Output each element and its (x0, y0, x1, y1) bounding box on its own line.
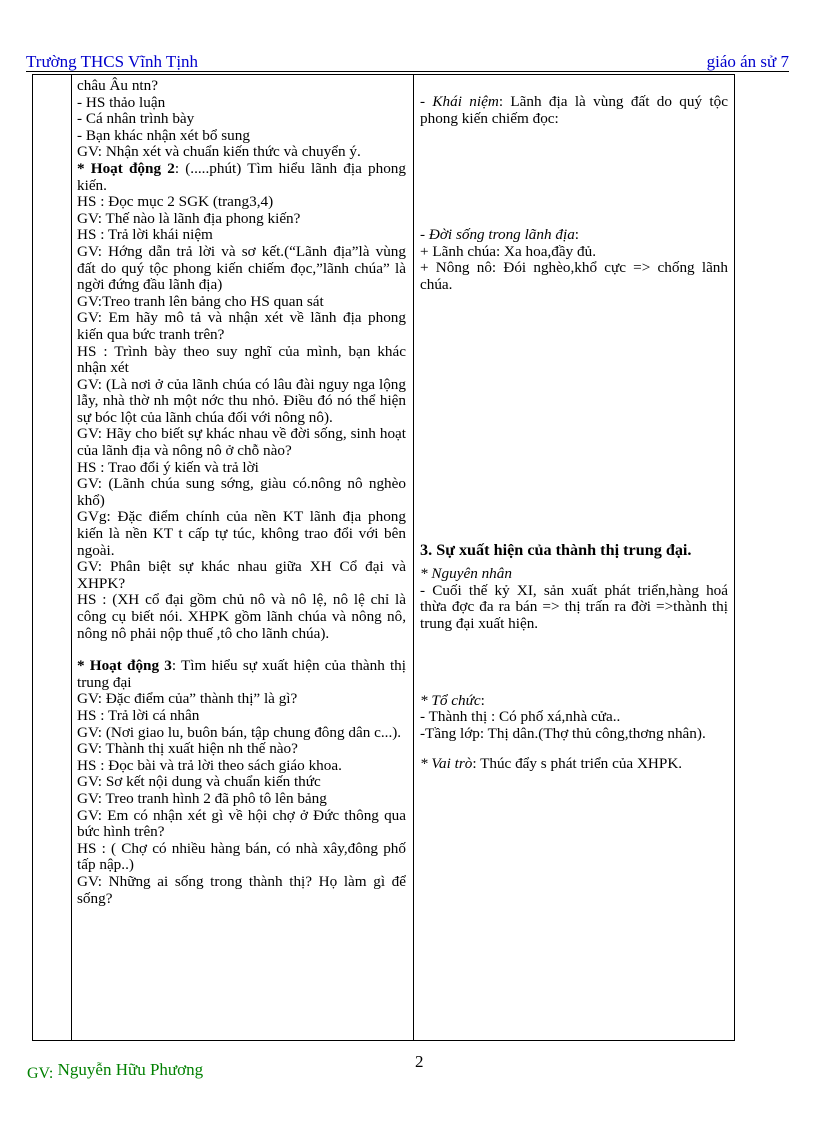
activity-text: - Cá nhân trình bày (77, 110, 195, 128)
activity-line (77, 377, 406, 427)
page-header (26, 52, 789, 72)
activity-line (77, 95, 406, 112)
activity-text: GV: Những ai sống trong thành thị? Họ làm gì để sống? (77, 872, 406, 907)
life-lord: + Lãnh chúa: Xa hoa,đầy đủ. (420, 242, 596, 260)
activity-line (77, 476, 406, 509)
activity-text: HS : Trao đổi ý kiến và trả lời (77, 458, 259, 476)
activity-line (77, 841, 406, 874)
activity-line (77, 294, 406, 311)
concept-label: - Khái niệm (420, 93, 499, 110)
activity-line (77, 874, 406, 907)
concept-paragraph (420, 94, 728, 127)
school-name: Trường THCS Vĩnh Tịnh (26, 52, 199, 71)
document-title: giáo án sử 7 (706, 52, 789, 71)
activity-text: GV: Em có nhận xét gì về hội chợ ở Đức thông qua bức hình trên? (77, 806, 406, 841)
activity-text: HS : (XH cổ đại gồm chủ nô và nô lệ, nô lệ chỉ là công cụ biết nói. XHPK gồm lãnh chúa và nông nô, nông nô phải nộp thuế ,tô cho lãnh chúa). (77, 591, 406, 642)
org-heading: * Tổ chức: (420, 691, 485, 709)
activity-text: GV: (Nơi giao lu, buôn bán, tập chung đông dân c...). (77, 723, 402, 741)
activity-line (77, 244, 406, 294)
activity-text: HS : Trình bày theo suy nghĩ của mình, bạn khác nhận xét (77, 342, 406, 377)
activity-line (77, 509, 406, 559)
activity-text: HS : Trả lời cá nhân (77, 706, 200, 724)
column-divider (71, 75, 72, 1040)
activity-text: HS : Đọc bài và trả lời theo sách giáo khoa. (77, 756, 342, 774)
activity-line (77, 426, 406, 459)
activity-text: - HS thảo luận (77, 93, 166, 111)
activity-line (77, 344, 406, 377)
header-rule (26, 71, 789, 72)
activity-text: GV: Phân biệt sự khác nhau giữa XH Cổ đại và XHPK? (77, 558, 406, 592)
activity-heading (77, 658, 406, 691)
org-item: - Thành thị : Có phố xá,nhà cửa.. (420, 708, 621, 726)
activity-line (77, 128, 406, 145)
activity-text: GVg: Đặc điểm chính của nền KT lãnh địa phong kiến là nền KT t cấp tự túc, không trao đổi với bên ngoài. (77, 508, 406, 559)
activity-text: GV: Hãy cho biết sự khác nhau về đời sống, sinh hoạt của lãnh địa và nông nô ở chỗ nào? (77, 425, 406, 460)
activity-line (77, 741, 406, 758)
activity-line (77, 791, 406, 808)
activity-line (77, 708, 406, 725)
activity-text: GV: (Lãnh chúa sung sớng, giàu có.nông nô nghèo khổ) (77, 475, 406, 509)
activity-text: GV: Treo tranh hình 2 đã phô tô lên bảng (77, 789, 327, 807)
org-item: -Tầng lớp: Thị dân.(Thợ thủ công,thơng nhân). (420, 724, 706, 742)
activity-line (77, 111, 406, 128)
activity-line (77, 78, 406, 95)
activity-line (77, 144, 406, 161)
activity-line (77, 211, 406, 228)
activity-text: : (.....phút) Tìm hiểu lãnh địa phong kiến. (77, 159, 406, 194)
activity-text: GV: Hớng dẫn trả lời và sơ kết.(“Lãnh địa”là vùng đất do quý tộc phong kiến chiếm đọc,”lãnh chúa” là ngời đứng đầu lãnh địa) (77, 242, 406, 294)
content-column (420, 78, 728, 773)
activity-line (77, 194, 406, 211)
activity-text: HS : Đọc mục 2 SGK (trang3,4) (77, 193, 274, 211)
gv-label: GV: (27, 1065, 54, 1082)
activity-text: GV: Thành thị xuất hiện nh thế nào? (77, 740, 298, 758)
activity-text: châu Âu ntn? (77, 77, 158, 94)
activity-line (77, 227, 406, 244)
activity-text: GV: Em hãy mô tả và nhận xét về lãnh địa phong kiến qua bức tranh trên? (77, 309, 406, 343)
life-heading: - Đời sống trong lãnh địa: (420, 226, 580, 244)
activity-line (77, 774, 406, 791)
activity-title: * Hoạt động 2 (77, 159, 175, 177)
cause-text: - Cuối thế kỷ XI, sản xuất phát triển,hàng hoá thừa đợc đa ra bán => thị trấn ra đời =>thành thị trung đại xuất hiện. (420, 581, 728, 632)
cause-label: * Nguyên nhân (420, 565, 512, 583)
activity-text: GV:Treo tranh lên bảng cho HS quan sát (77, 292, 324, 310)
teacher-signature (27, 1060, 203, 1080)
activity-line (77, 310, 406, 343)
role-paragraph: * Vai trò: Thúc đẩy s phát triển của XHPK. (420, 755, 683, 773)
activity-text: HS : Trả lời khái niệm (77, 226, 213, 244)
spacer (77, 642, 406, 658)
teacher-name: Nguyễn Hữu Phương (57, 1060, 204, 1079)
activity-line (77, 725, 406, 742)
activity-text: : Tìm hiểu sự xuất hiện của thành thị trung đại (77, 657, 406, 691)
column-divider (413, 75, 414, 1040)
concept-text: : Lãnh địa là vùng đất do quý tộc phong kiến chiếm đọc: (420, 93, 728, 127)
activity-text: GV: Sơ kết nội dung và chuẩn kiến thức (77, 773, 321, 791)
activity-line (77, 758, 406, 775)
activities-column (77, 78, 406, 907)
activity-title: * Hoạt động 3 (77, 657, 172, 675)
activity-text: GV: Nhận xét và chuẩn kiến thức và chuyển ý. (77, 143, 361, 161)
activity-line (77, 460, 406, 477)
page-number: 2 (415, 1052, 424, 1071)
activity-text: HS : ( Chợ có nhiều hàng bán, có nhà xây,đông phố tấp nập..) (77, 839, 406, 874)
activity-text: GV: (Là nơi ở của lãnh chúa có lâu đài nguy nga lộng lẫy, nhà thờ nh một nớc thu nhỏ. Điều đó nó thể hiện sự bóc lột của lãnh chúa đối với nông nô). (77, 375, 406, 426)
activity-line (77, 559, 406, 592)
activity-line (77, 592, 406, 642)
activity-heading (77, 161, 406, 194)
activity-line (77, 691, 406, 708)
activity-text: GV: Đặc điểm của” thành thị” là gì? (77, 690, 298, 708)
activity-text: - Bạn khác nhận xét bổ sung (77, 126, 250, 144)
activity-line (77, 808, 406, 841)
lesson-table (32, 74, 735, 1041)
life-serf: + Nông nô: Đói nghèo,khổ cực => chống lãnh chúa. (420, 259, 728, 293)
activity-text: GV: Thế nào là lãnh địa phong kiến? (77, 209, 301, 227)
section3-title: 3. Sự xuất hiện của thành thị trung đại. (420, 540, 692, 559)
